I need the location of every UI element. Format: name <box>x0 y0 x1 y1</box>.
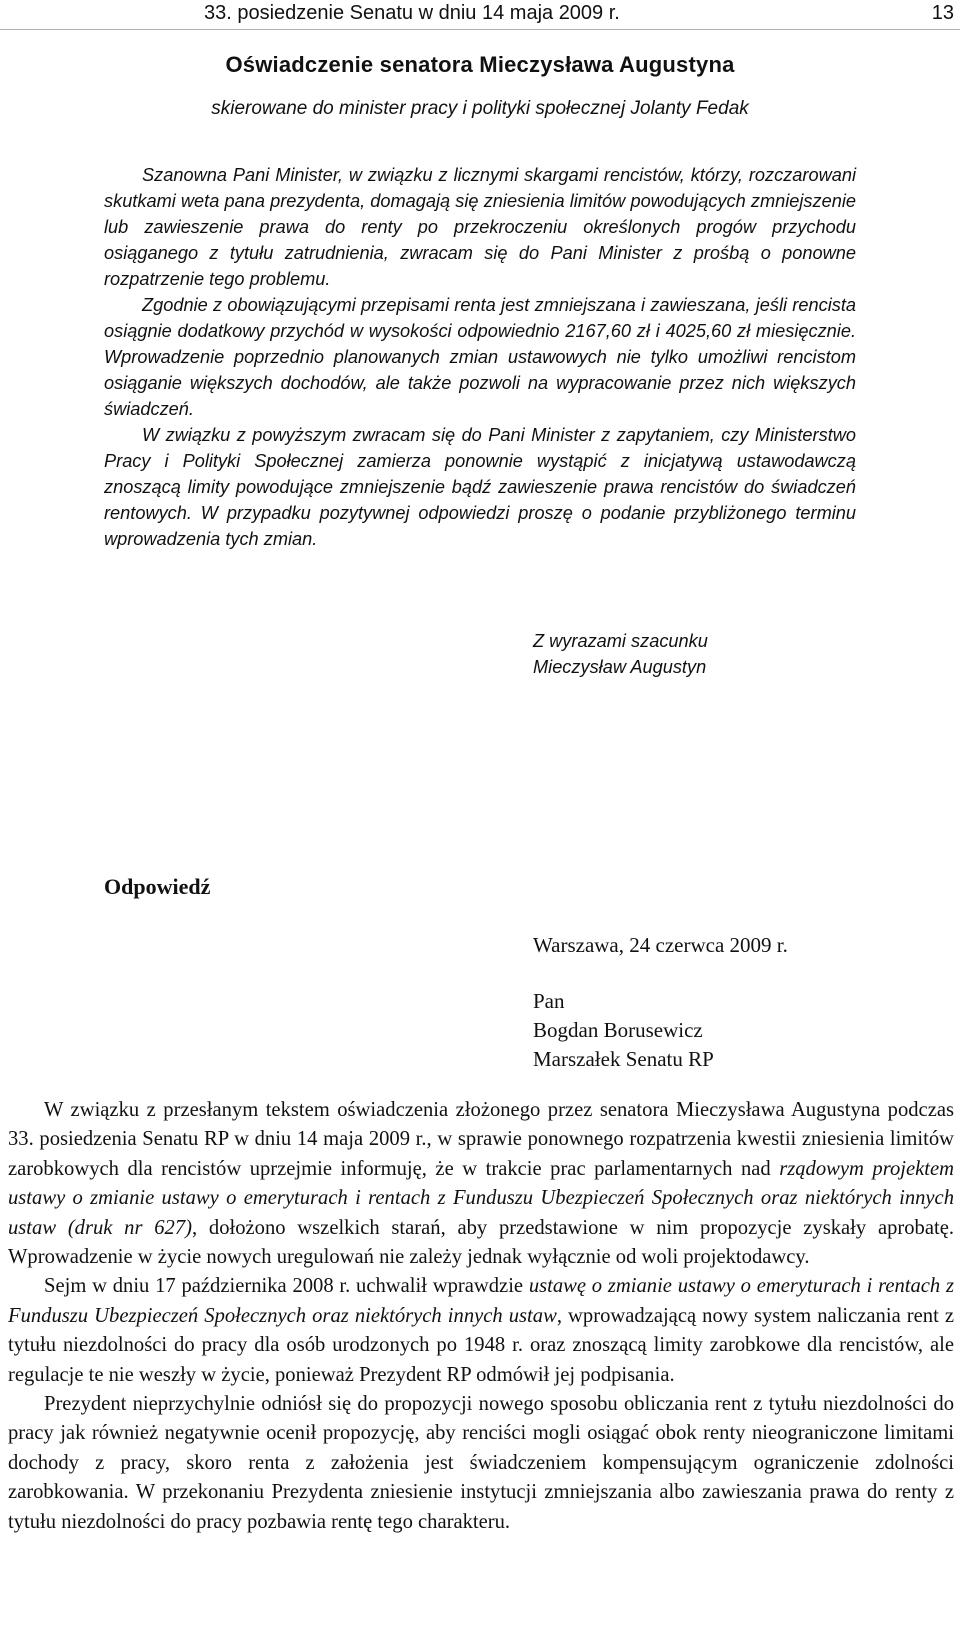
running-header-title: 33. posiedzenie Senatu w dniu 14 maja 2009 r. <box>204 2 620 24</box>
statement-body <box>104 162 856 552</box>
addressee-block <box>533 987 714 1074</box>
answer-p2-text-a: Sejm w dniu 17 października 2008 r. uchwalił wprawdzie <box>44 1275 529 1298</box>
addressee-name: Bogdan Borusewicz <box>533 1018 703 1042</box>
statement-paragraph-3: W związku z powyższym zwracam się do Pani Minister z zapytaniem, czy Ministerstwo Pracy i Polityki Społecznej zamierza ponownie wystąpić z inicjatywą ustawodawczą znoszącą limity powodujące zmniejszenie bądź zawieszenie prawa rencistów do świadczeń rentowych. W przypadku pozytywnej odpowiedzi proszę o podanie przybliżonego terminu wprowadzenia tych zmian. <box>104 425 856 549</box>
statement-paragraph-1: Szanowna Pani Minister, w związku z licznymi skargami rencistów, którzy, rozczarowani skutkami weta pana prezydenta, domagają się zniesienia limitów powodujących zmniejszenie lub zawieszenie prawa do renty po przekroczeniu określonych progów przychodu osiąganego z tytułu zatrudnienia, zwracam się do Pani Minister z prośbą o ponowne rozpatrzenie tego problemu. <box>104 165 856 289</box>
page-number: 13 <box>931 2 954 24</box>
statement-subtitle: skierowane do minister pracy i polityki społecznej Jolanty Fedak <box>211 98 749 119</box>
answer-p1-bill-title: rządowym projektem ustawy o zmianie ustawy o emeryturach i rentach z Funduszu Ubezpieczeń Społecznych oraz niektórych innych ustaw (druk nr 627) <box>8 1157 954 1239</box>
answer-heading: Odpowiedź <box>104 874 211 899</box>
addressee-title: Marszałek Senatu RP <box>533 1047 714 1071</box>
answer-body <box>8 1096 954 1537</box>
answer-paragraph-2 <box>8 1272 954 1390</box>
closing-formula: Z wyrazami szacunku <box>533 631 708 651</box>
answer-p2-text-c: , wprowadzającą nowy system naliczania rent z tytułu niezdolności do pracy dla osób urodzonych po 1948 r. oraz znoszącą limity zarobkowe dla rencistów, ale regulacje te nie weszły w życie, ponieważ Prezydent RP odmówił jej podpisania. <box>8 1304 954 1386</box>
statement-title: Oświadczenie senatora Mieczysława Augustyna <box>225 52 735 77</box>
answer-p1-text-a: W związku z przesłanym tekstem oświadczenia złożonego przez senatora Mieczysława Augustyna podczas 33. posiedzenia Senatu RP w dniu 14 maja 2009 r., w sprawie ponownego rozpatrzenia kwestii zniesienia limitów zarobkowych dla rencistów uprzejmie informuję, że w trakcie prac parlamentarnych nad <box>8 1099 954 1180</box>
header-divider <box>0 29 960 30</box>
addressee-salutation: Pan <box>533 989 565 1013</box>
answer-date-line: Warszawa, 24 czerwca 2009 r. <box>533 933 788 957</box>
answer-paragraph-1 <box>8 1096 954 1272</box>
statement-paragraph-2: Zgodnie z obowiązującymi przepisami renta jest zmniejszana i zawieszana, jeśli rencista osiągnie dodatkowy przychód w wysokości odpowiednio 2167,60 zł i 4025,60 zł miesięcznie. Wprowadzenie poprzednio planowanych zmian ustawowych nie tylko umożliwi rencistom osiąganie większych dochodów, ale także pozwoli na wypracowanie przez nich większych świadczeń. <box>104 295 856 419</box>
signature: Mieczysław Augustyn <box>533 657 707 677</box>
statement-closing <box>533 628 708 680</box>
answer-p1-text-c: , dołożono wszelkich starań, aby przedstawione w nim propozycje zyskały aprobatę. Wprowadzenie w życie nowych uregulowań nie zależy jednak wyłącznie od woli projektodawcy. <box>8 1216 954 1269</box>
running-header <box>0 0 960 26</box>
answer-p2-act-title: ustawę o zmianie ustawy o emeryturach i rentach z Funduszu Ubezpieczeń Społecznych oraz niektórych innych ustaw <box>8 1275 954 1327</box>
answer-paragraph-3: Prezydent nieprzychylnie odniósł się do propozycji nowego sposobu obliczania rent z tytułu niezdolności do pracy jak również negatywnie ocenił propozycję, aby renciści mogli osiągać obok renty nieograniczone limitami dochody z pracy, skoro renta z założenia jest świadczeniem kompensującym ograniczenie zdolności zarobkowania. W przekonaniu Prezydenta zniesienie instytucji zmniejszania albo zawieszania prawa do renty z tytułu niezdolności do pracy pozbawia rentę tego charakteru. <box>8 1393 954 1533</box>
